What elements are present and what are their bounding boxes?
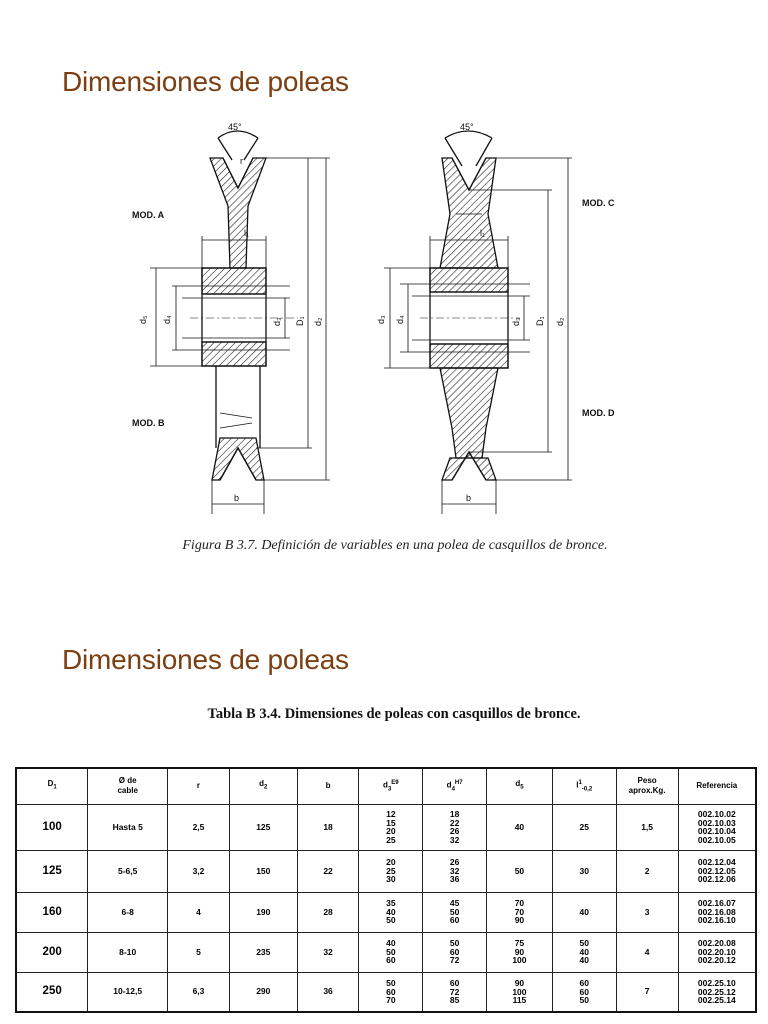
cell-value: 002.25.10 <box>697 978 736 988</box>
cell-D1: 125 <box>16 850 88 892</box>
cell-value: 002.10.04 <box>697 826 736 836</box>
cell-value: 32 <box>449 834 460 845</box>
cell-ref <box>678 804 756 850</box>
cell-D1: 160 <box>16 892 88 932</box>
cell-value: 35 <box>386 898 396 909</box>
cell-value: 22 <box>449 817 460 828</box>
label-angle-right: 45° <box>460 122 474 132</box>
cell-d2: 190 <box>229 892 297 932</box>
cell-value: 32 <box>449 865 460 876</box>
header-l1: $l^1_{-0,2}$ <box>552 768 616 804</box>
cell-value: 002.10.02 <box>697 809 736 819</box>
cell-d5 <box>487 804 553 850</box>
header-D1: $D_1$ <box>16 768 88 804</box>
cell-value: 40 <box>386 906 396 917</box>
cell-value: 12 <box>386 809 396 819</box>
cell-value: 002.25.12 <box>697 986 736 997</box>
label-angle-left: 45° <box>228 122 242 132</box>
label-d3-left: d₃ <box>272 317 282 326</box>
cell-d3 <box>359 972 423 1012</box>
header-ref: Referencia <box>678 768 756 804</box>
cell-value: 40 <box>386 938 396 949</box>
cell-value: 50 <box>579 938 589 949</box>
cell-value: 72 <box>449 955 460 966</box>
cell-value: 30 <box>386 874 396 885</box>
cell-value: 50 <box>449 906 460 917</box>
cell-d3 <box>359 892 423 932</box>
label-mod-b: MOD. B <box>132 418 165 428</box>
cell-value: 60 <box>386 986 396 997</box>
cell-D1: 250 <box>16 972 88 1012</box>
cell-value: 60 <box>449 946 460 957</box>
cell-cable: 5-6,5 <box>88 850 168 892</box>
header-d5: $d_5$ <box>487 768 553 804</box>
cell-value: 25 <box>579 821 589 832</box>
cell-b: 32 <box>297 932 359 972</box>
cell-value: 36 <box>449 874 460 885</box>
cell-value: 50 <box>514 865 525 876</box>
cell-b: 36 <box>297 972 359 1012</box>
cell-value: 70 <box>514 906 525 917</box>
label-d4-right: d₄ <box>395 315 405 324</box>
cell-r: 6,3 <box>168 972 230 1012</box>
cell-value: 72 <box>449 986 460 997</box>
cell-ref <box>678 972 756 1012</box>
header-r: r <box>168 768 230 804</box>
label-r: r <box>240 156 243 166</box>
cell-D1: 200 <box>16 932 88 972</box>
cell-value: 002.20.10 <box>697 946 736 957</box>
cell-value: 26 <box>449 826 460 836</box>
label-l1-left: l₁ <box>244 228 250 238</box>
cell-peso: 3 <box>616 892 678 932</box>
cell-value: 002.10.03 <box>697 817 736 828</box>
cell-d5 <box>487 892 553 932</box>
cell-l1 <box>552 892 616 932</box>
cell-peso: 7 <box>616 972 678 1012</box>
label-mod-d: MOD. D <box>582 408 615 418</box>
table-row <box>16 932 756 972</box>
cell-cable: 10-12,5 <box>88 972 168 1012</box>
slide-title-2: Dimensiones de poleas <box>62 644 349 675</box>
header-d2: $d_2$ <box>229 768 297 804</box>
cell-d3 <box>359 850 423 892</box>
slide-title-1: Dimensiones de poleas <box>62 66 349 97</box>
table-row <box>16 892 756 932</box>
cell-value: 002.16.08 <box>697 906 736 917</box>
cell-value: 70 <box>386 995 396 1005</box>
figure-caption: Figura B 3.7. Definición de variables en una polea de casquillos de bronce. <box>182 538 608 553</box>
table-row <box>16 972 756 1012</box>
cell-r: 3,2 <box>168 850 230 892</box>
header-peso: Peso aprox.Kg. <box>616 768 678 804</box>
cell-b: 28 <box>297 892 359 932</box>
label-b-left: b <box>234 493 240 503</box>
cell-d4 <box>423 804 487 850</box>
cell-l1 <box>552 932 616 972</box>
cell-value: 002.20.12 <box>697 955 736 966</box>
cell-ref <box>678 932 756 972</box>
cell-peso: 2 <box>616 850 678 892</box>
cell-value: 002.12.06 <box>697 874 736 885</box>
label-l1-right: l₁ <box>480 228 486 238</box>
cell-ref <box>678 892 756 932</box>
cell-value: 002.25.14 <box>697 995 736 1005</box>
cell-d2: 235 <box>229 932 297 972</box>
cell-value: 90 <box>514 915 525 926</box>
cell-d2: 125 <box>229 804 297 850</box>
label-d3b-right: d₃ <box>511 317 521 326</box>
label-b-right: b <box>466 493 472 503</box>
cell-value: 50 <box>386 946 396 957</box>
cell-value: 60 <box>449 978 460 988</box>
cell-d4 <box>423 932 487 972</box>
pulley-dimensions-table <box>15 767 757 1013</box>
pulley-diagram <box>120 118 680 518</box>
cell-l1 <box>552 972 616 1012</box>
cell-D1: 100 <box>16 804 88 850</box>
cell-peso: 1,5 <box>616 804 678 850</box>
cell-peso: 4 <box>616 932 678 972</box>
cell-d5 <box>487 972 553 1012</box>
cell-value: 002.12.05 <box>697 865 736 876</box>
table-row <box>16 804 756 850</box>
cell-value: 50 <box>579 995 589 1005</box>
header-d3: $d_3^{E9}$ <box>359 768 423 804</box>
cell-d4 <box>423 972 487 1012</box>
cell-b: 18 <box>297 804 359 850</box>
cell-value: 26 <box>449 857 460 868</box>
label-d2-right: d₂ <box>555 317 565 326</box>
cell-value: 50 <box>386 978 396 988</box>
label-d2-left: d₂ <box>313 317 323 326</box>
label-D1-right: D₁ <box>535 316 545 326</box>
cell-ref <box>678 850 756 892</box>
cell-value: 60 <box>386 955 396 966</box>
cell-value: 002.16.07 <box>697 898 736 909</box>
cell-cable: 6-8 <box>88 892 168 932</box>
header-cable: Ø de cable <box>88 768 168 804</box>
cell-cable: Hasta 5 <box>88 804 168 850</box>
cell-d2: 150 <box>229 850 297 892</box>
cell-d4 <box>423 850 487 892</box>
cell-r: 5 <box>168 932 230 972</box>
cell-value: 002.16.10 <box>697 915 736 926</box>
cell-r: 2,5 <box>168 804 230 850</box>
label-d4-left: d₄ <box>162 315 172 324</box>
cell-value: 40 <box>579 906 589 917</box>
label-d5-left: d₅ <box>138 315 148 324</box>
cell-value: 85 <box>449 995 460 1005</box>
cell-value: 18 <box>449 809 460 819</box>
table-row <box>16 850 756 892</box>
cell-d5 <box>487 850 553 892</box>
table-header-row <box>16 768 756 804</box>
cell-d3 <box>359 804 423 850</box>
cell-value: 002.10.05 <box>697 834 736 845</box>
cell-value: 115 <box>512 995 527 1005</box>
label-d3-right: d₃ <box>376 315 386 324</box>
cell-b: 22 <box>297 850 359 892</box>
table-caption: Tabla B 3.4. Dimensiones de poleas con casquillos de bronce. <box>207 706 581 722</box>
cell-d2: 290 <box>229 972 297 1012</box>
cell-value: 100 <box>512 955 527 966</box>
cell-value: 40 <box>579 955 589 966</box>
cell-value: 20 <box>386 826 396 836</box>
header-b: b <box>297 768 359 804</box>
label-mod-c: MOD. C <box>582 198 615 208</box>
cell-value: 40 <box>579 946 589 957</box>
cell-r: 4 <box>168 892 230 932</box>
label-D1-left: D₁ <box>295 316 305 326</box>
cell-d5 <box>487 932 553 972</box>
label-mod-a: MOD. A <box>132 210 165 220</box>
cell-value: 25 <box>386 865 396 876</box>
cell-d4 <box>423 892 487 932</box>
cell-d3 <box>359 932 423 972</box>
cell-value: 90 <box>514 978 525 988</box>
cell-l1 <box>552 850 616 892</box>
cell-value: 002.12.04 <box>697 857 736 868</box>
cell-value: 50 <box>449 938 460 949</box>
cell-value: 60 <box>579 978 589 988</box>
cell-value: 15 <box>386 817 396 828</box>
cell-value: 30 <box>579 865 589 876</box>
cell-value: 002.20.08 <box>697 938 736 949</box>
cell-value: 20 <box>386 857 396 868</box>
header-d4: $d_4^{H7}$ <box>423 768 487 804</box>
cell-value: 60 <box>579 986 589 997</box>
cell-value: 75 <box>514 938 525 949</box>
cell-value: 90 <box>514 946 525 957</box>
cell-value: 25 <box>386 834 396 845</box>
cell-value: 60 <box>449 915 460 926</box>
cell-l1 <box>552 804 616 850</box>
cell-value: 40 <box>514 821 525 832</box>
cell-value: 100 <box>512 986 527 997</box>
cell-value: 45 <box>449 898 460 909</box>
cell-value: 50 <box>386 915 396 926</box>
cell-cable: 8-10 <box>88 932 168 972</box>
cell-value: 70 <box>514 898 525 909</box>
